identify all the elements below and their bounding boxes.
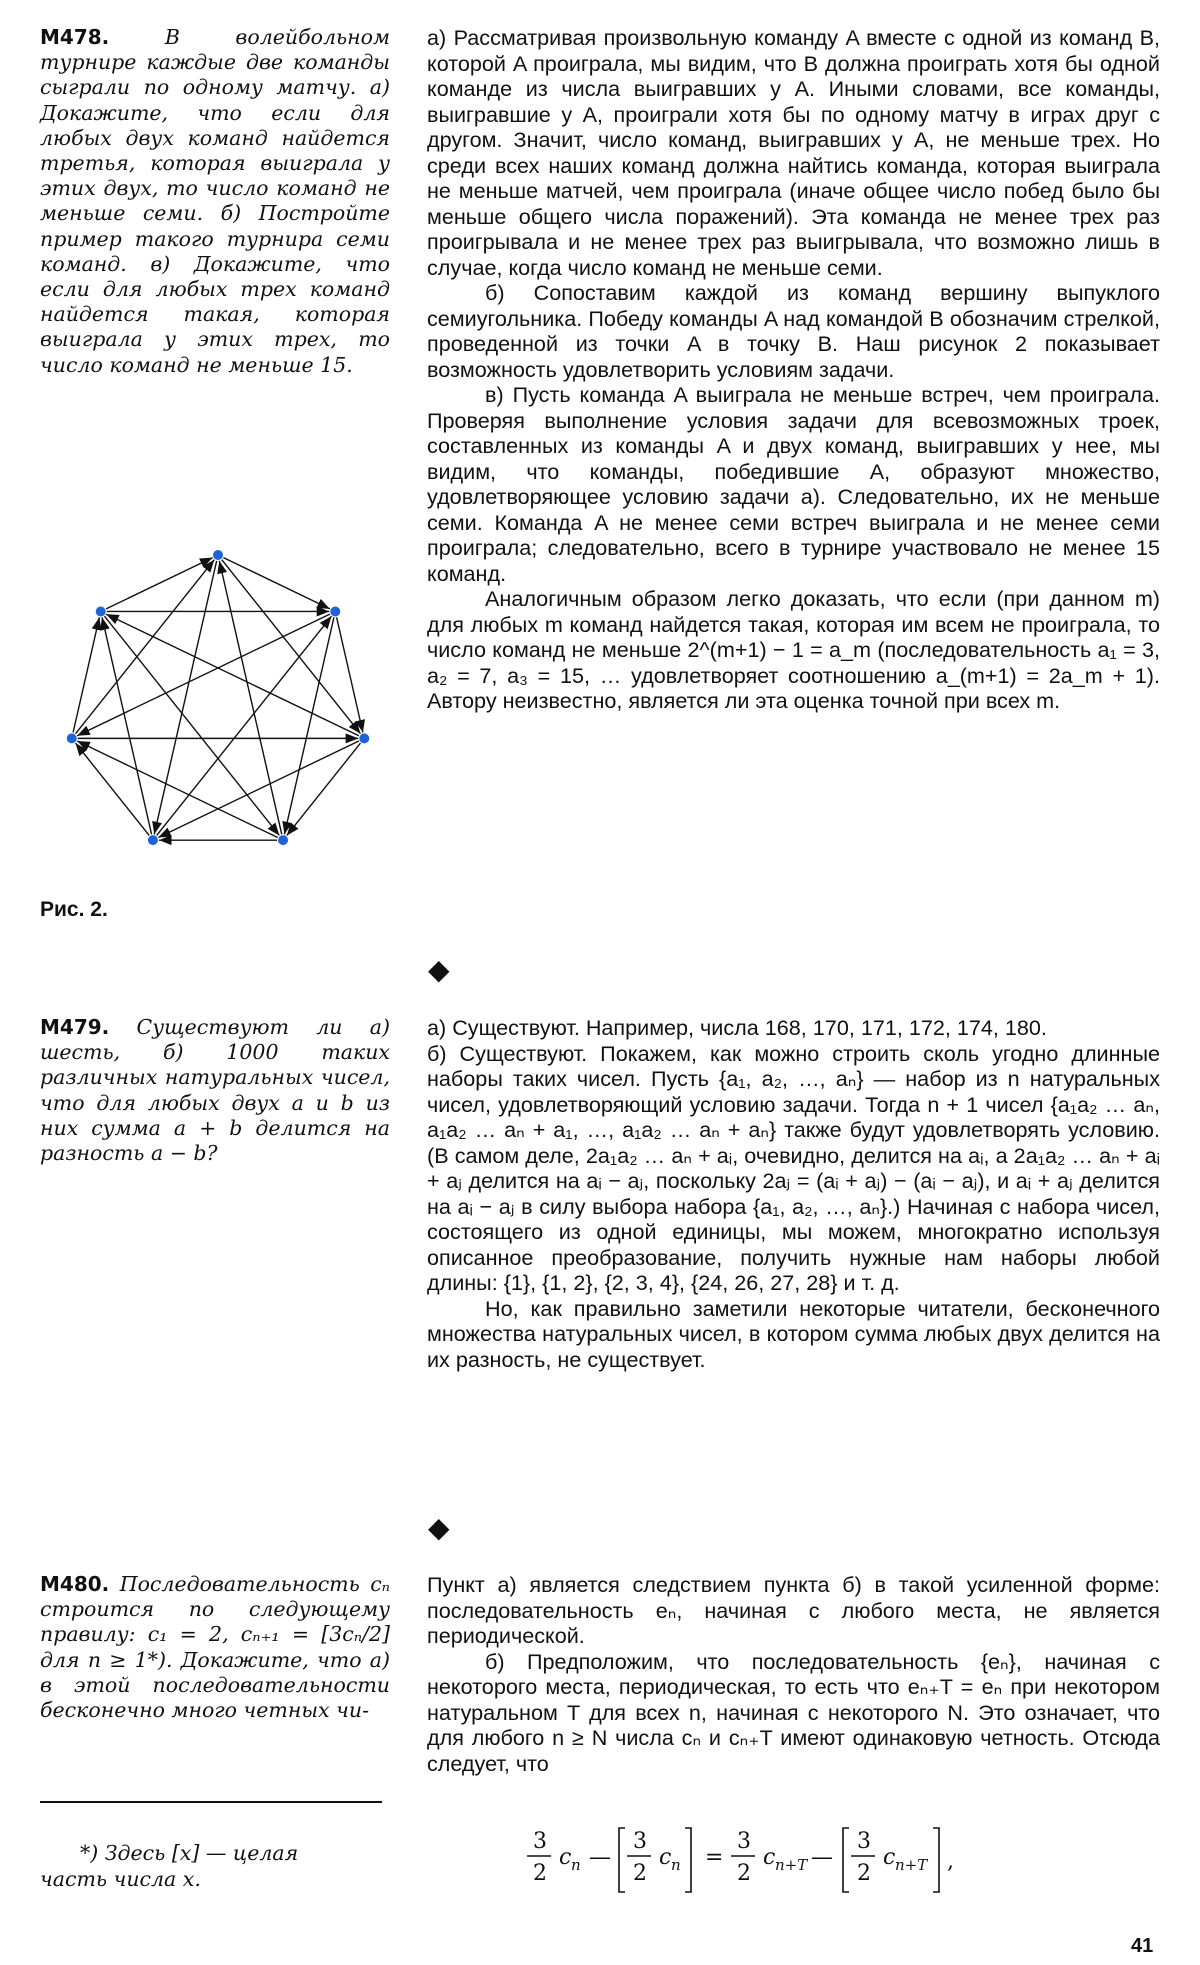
solution-part-c: в) Пусть команда A выиграла не меньше встреч, чем проиграла. Проверяя выполнение условия задачи для всевозможных троек, составленных из команды A и двух команд, выигравших у нее, мы видим, что команды, победившие A, образуют множество, удовлетворяющее условию задачи а). Следовательно, их не меньше семи. Команда A не менее семи встреч выиграла и не менее семи проиграла; следовательно, всего в турнире участвовало не менее 15 команд. [427,382,1160,586]
problem-code: M479. [40,1015,110,1039]
comma: , [947,1849,954,1874]
graph-arrow [77,741,278,838]
solution-part-b: б) Предположим, что последовательность {eₙ}, начиная с некоторого места, периодическая, то есть что eₙ₊T = eₙ при некотором натуральном T для всех n, начиная с некоторого N. Это означает, что для любого n ≥ N числа cₙ и cₙ₊T имеют одинаковую четность. Отсюда следует, что [427,1648,1160,1776]
footnote-text-cont: часть числа x. [40,1867,201,1891]
footnote-text: [x] — целая [171,1841,299,1865]
graph-arrow [104,616,279,835]
equals-sign: = [705,1845,724,1870]
fraction-numerator: 3 [737,1829,751,1854]
subscript: n+T [895,1856,928,1874]
graph-arrow [73,617,99,732]
var-c: c [763,1845,776,1870]
graph-arrow [157,616,332,835]
graph-vertex [330,606,340,616]
problem-code: M480. [40,1572,110,1596]
graph-arrow [106,558,212,609]
graph-vertex [67,733,77,743]
graph-arrow [287,743,361,835]
graph-vertex [278,835,288,845]
graph-arrow [222,560,361,734]
solution-intro: Пункт а) является следствием пункта б) в такой усиленной форме: последовательность eₙ, начиная с любого места, не является периодической. [427,1572,1160,1648]
graph-arrow [223,558,329,609]
problem-m480-solution [427,1572,1160,1776]
figure-caption: Рис. 2. [40,898,108,921]
graph-vertex [148,835,158,845]
page-number: 41 [1131,1935,1154,1957]
graph-arrow [337,617,363,732]
fraction-denominator: 2 [533,1861,547,1886]
problem-text: Последовательность cₙ строится по следующему правилу: c₁ = 2, cₙ₊₁ = [3cₙ/2] для n ≥ 1*). Докажите, что а) в этой последовательности бесконечно много четных чи- [40,1572,390,1723]
fraction-denominator: 2 [857,1861,871,1886]
fraction-denominator: 2 [737,1861,751,1886]
graph-vertex [96,606,106,616]
tournament-graph-figure [28,520,408,870]
solution-part-b: б) Сопоставим каждой из команд вершину выпуклого семиугольника. Победу команды A над командой B обозначим стрелкой, проведенной из точки A в точку B. Наш рисунок 2 показывает возможность удовлетворить условиям задачи. [427,280,1160,382]
problem-code: M478. [40,25,110,49]
solution-remark: Но, как правильно заметили некоторые читатели, бесконечного множества натуральных чисел, в котором сумма любых двух делится на их разность, не существует. [427,1295,1160,1372]
graph-arrow [284,617,334,834]
problem-text: Существуют ли а) шесть, б) 1000 таких различных натуральных чисел, что для любых двух a и b из них сумма a + b делится на разность a − b? [40,1015,390,1166]
section-divider-diamond: ◆ [428,1511,450,1544]
parity-formula [515,1820,1175,1900]
fraction-numerator: 3 [633,1829,647,1854]
minus-sign: — [589,1845,611,1870]
problem-text: В волейбольном турнире каждые две команды сыграли по одному матчу. а) Докажите, что если для любых двух команд найдется третья, которая выиграла у этих двух, то число команд не меньше семи. б) Постройте пример такого турнира семи команд. в) Докажите, что если для любых трех команд найдется такая, которая выиграла у этих трех, то число команд не меньше 15. [40,25,390,377]
subscript: n [671,1856,681,1874]
graph-edges [73,558,363,841]
fraction-numerator: 3 [857,1829,871,1854]
graph-arrow [102,617,152,834]
footnote-marker: *) Здесь [80,1841,166,1865]
fraction-denominator: 2 [633,1861,647,1886]
graph-arrow [76,560,215,734]
graph-arrow [158,741,359,838]
solution-part-a: а) Существуют. Например, числа 168, 170, 171, 172, 174, 180. [427,1015,1047,1040]
solution-generalization: Аналогичным образом легко доказать, что если (при данном m) для любых m команд найдется такая, которая им всем не проиграла, то число команд не меньше 2^(m+1) − 1 = a_m (последовательность a₁ = 3, a₂ = 7, a₃ = 15, … удовлетворяет соотношению a_(m+1) = 2a_m + 1). Автору неизвестно, является ли эта оценка точной при всех m. [427,586,1160,713]
graph-vertices [67,550,369,845]
var-c: c [883,1845,896,1870]
var-c: c [659,1845,672,1870]
problem-m478-solution [427,25,1160,714]
section-divider-diamond: ◆ [428,953,450,986]
graph-arrow [76,743,150,835]
footnote-rule [40,1801,382,1803]
var-c: c [559,1845,572,1870]
minus-sign: — [811,1845,833,1870]
problem-m479-solution [427,1015,1160,1372]
problem-m478-statement [40,25,390,378]
problem-m479-statement [40,1015,390,1166]
subscript: n+T [775,1856,808,1874]
solution-part-b: б) Существуют. Покажем, как можно строить сколь угодно длинные наборы таких чисел. Пусть {a₁, a₂, …, aₙ} — набор из n натуральных чисел, удовлетворяющий условию задачи. Тогда n + 1 чисел {a₁a₂ … aₙ, a₁a₂ … aₙ + a₁, …, a₁a₂ … aₙ + aₙ} также будут удовлетворять условию. (В самом деле, 2a₁a₂ … aₙ + aᵢ, очевидно, делится на aᵢ, а 2a₁a₂ … aₙ + aᵢ + aⱼ делится на aᵢ − aⱼ, поскольку 2aⱼ = (aᵢ + aⱼ) − (aᵢ − aⱼ), и aᵢ + aⱼ делится на aᵢ − aⱼ в силу выбора набора {a₁, a₂, …, aₙ}.) Начиная с набора чисел, состоящего из одной единицы, мы можем, многократно используя описанное преобразование, получить нужные нам наборы любой длины: {1}, {1, 2}, {2, 3, 4}, {24, 26, 27, 28} и т. д. [427,1040,1160,1295]
graph-vertex [213,550,223,560]
problem-m480-statement [40,1572,390,1723]
graph-vertex [359,733,369,743]
fraction-numerator: 3 [533,1829,547,1854]
solution-part-a: а) Рассматривая произвольную команду A вместе с одной из команд B, которой A проиграла, мы видим, что B должна проиграть хотя бы одной команде из числа выигравших у A. Иными словами, все команды, выигравшие у A, проиграли хотя бы по одному матчу в играх друг с другом. Значит, число команд, выигравших у A, не меньше трех. Но среди всех наших команд должна найтись команда, которая выиграла не меньше матчей, чем проиграла (иначе общее число побед было бы меньше общего числа поражений). Эта команда не менее трех раз проигрывала и не менее трех раз выигрывала, что возможно лишь в случае, когда число команд не меньше семи. [427,25,1160,280]
subscript: n [571,1856,581,1874]
footnote [40,1840,390,1892]
